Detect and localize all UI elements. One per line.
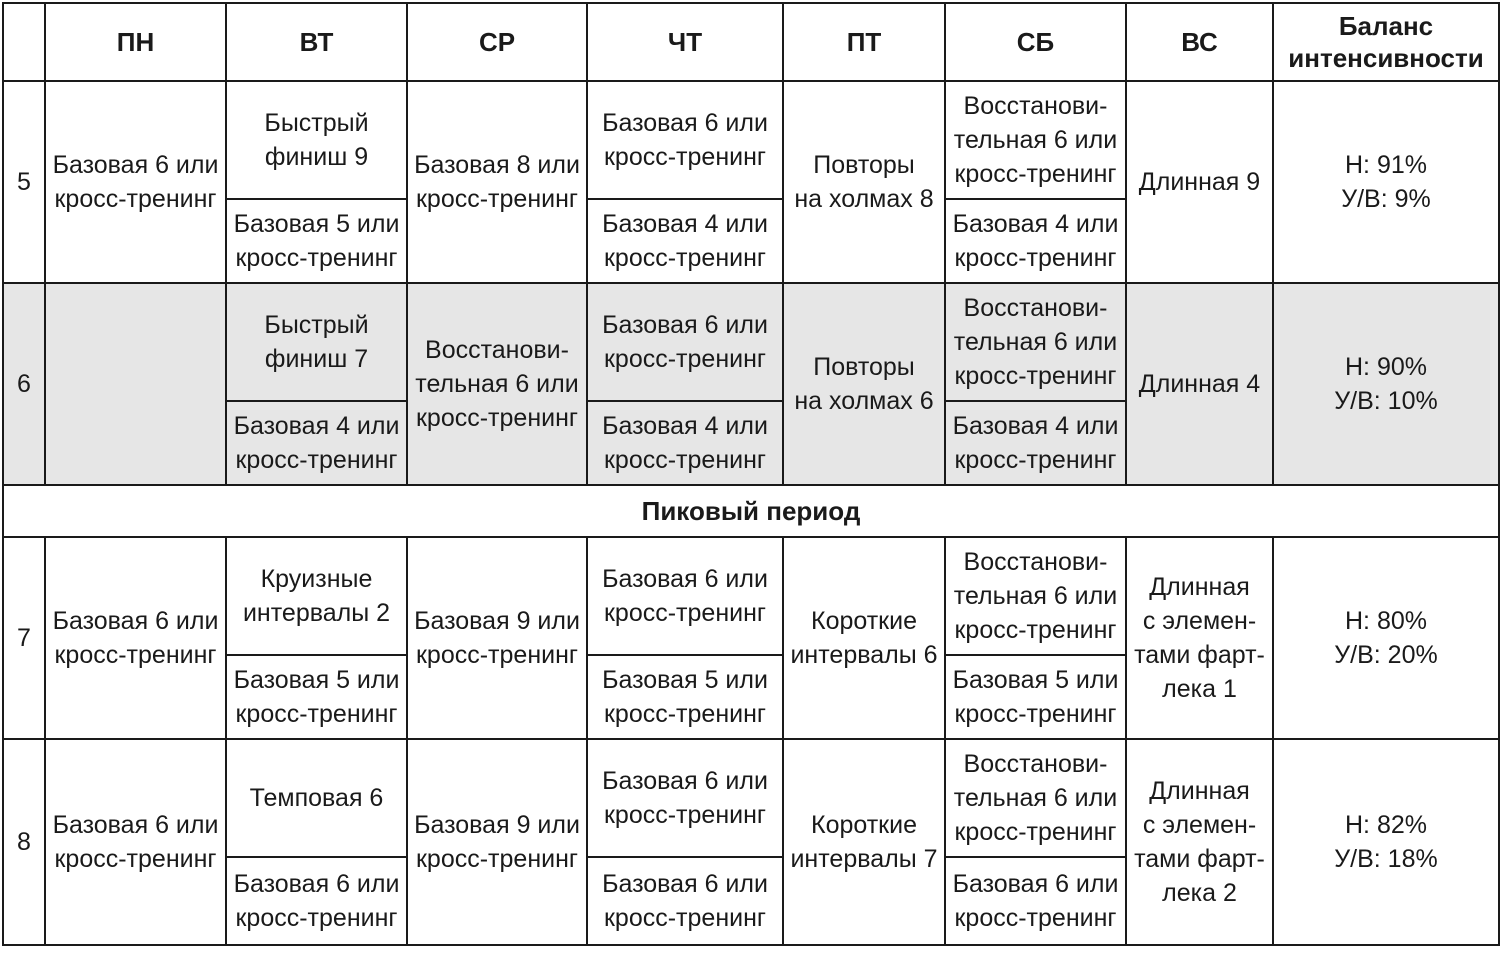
cell-mon: Базовая 6 или кросс-тренинг (45, 537, 226, 739)
cell-sat-option-b: Базовая 5 или кросс-тренинг (945, 655, 1126, 739)
cell-fri: Короткие интервалы 6 (783, 537, 945, 739)
table-row (3, 537, 1499, 655)
cell-fri: Повторы на холмах 6 (783, 283, 945, 485)
cell-tue-option-a: Темповая 6 (226, 739, 407, 857)
cell-thu-option-b: Базовая 4 или кросс-тренинг (587, 401, 783, 485)
cell-thu-option-a: Базовая 6 или кросс-тренинг (587, 537, 783, 655)
cell-wed: Базовая 8 или кросс-тренинг (407, 81, 587, 283)
cell-thu-option-b: Базовая 5 или кросс-тренинг (587, 655, 783, 739)
cell-sun: Длинная 4 (1126, 283, 1273, 485)
header-week (3, 3, 45, 81)
cell-balance: Н: 90% У/В: 10% (1273, 283, 1499, 485)
header-tue: ВТ (226, 3, 407, 81)
cell-tue-option-a: Быстрый финиш 9 (226, 81, 407, 199)
cell-thu-option-b: Базовая 4 или кросс-тренинг (587, 199, 783, 283)
cell-mon (45, 283, 226, 485)
cell-wed: Восстанови- тельная 6 или кросс-тренинг (407, 283, 587, 485)
cell-tue-option-b: Базовая 6 или кросс-тренинг (226, 857, 407, 945)
header-sat: СБ (945, 3, 1126, 81)
cell-sat-option-b: Базовая 6 или кросс-тренинг (945, 857, 1126, 945)
header-thu: ЧТ (587, 3, 783, 81)
cell-tue-option-a: Круизные интервалы 2 (226, 537, 407, 655)
cell-mon: Базовая 6 или кросс-тренинг (45, 739, 226, 945)
cell-fri: Короткие интервалы 7 (783, 739, 945, 945)
cell-sun: Длинная 9 (1126, 81, 1273, 283)
header-row (3, 3, 1499, 81)
cell-balance: Н: 80% У/В: 20% (1273, 537, 1499, 739)
cell-sat-option-a: Восстанови- тельная 6 или кросс-тренинг (945, 537, 1126, 655)
cell-sun: Длинная с элемен- тами фарт- лека 2 (1126, 739, 1273, 945)
cell-sat-option-b: Базовая 4 или кросс-тренинг (945, 199, 1126, 283)
cell-sat-option-b: Базовая 4 или кросс-тренинг (945, 401, 1126, 485)
cell-tue-option-b: Базовая 5 или кросс-тренинг (226, 199, 407, 283)
week-number: 5 (3, 81, 45, 283)
cell-wed: Базовая 9 или кросс-тренинг (407, 739, 587, 945)
period-row (3, 485, 1499, 537)
header-wed: СР (407, 3, 587, 81)
training-plan-table (2, 2, 1500, 946)
cell-sun: Длинная с элемен- тами фарт- лека 1 (1126, 537, 1273, 739)
cell-balance: Н: 91% У/В: 9% (1273, 81, 1499, 283)
cell-balance: Н: 82% У/В: 18% (1273, 739, 1499, 945)
cell-thu-option-a: Базовая 6 или кросс-тренинг (587, 739, 783, 857)
cell-tue-option-b: Базовая 4 или кросс-тренинг (226, 401, 407, 485)
cell-thu-option-b: Базовая 6 или кросс-тренинг (587, 857, 783, 945)
table-row (3, 81, 1499, 199)
week-number: 7 (3, 537, 45, 739)
cell-thu-option-a: Базовая 6 или кросс-тренинг (587, 283, 783, 401)
header-mon: ПН (45, 3, 226, 81)
header-sun: ВС (1126, 3, 1273, 81)
header-fri: ПТ (783, 3, 945, 81)
cell-sat-option-a: Восстанови- тельная 6 или кросс-тренинг (945, 81, 1126, 199)
week-number: 6 (3, 283, 45, 485)
cell-tue-option-a: Быстрый финиш 7 (226, 283, 407, 401)
table-row (3, 739, 1499, 857)
cell-wed: Базовая 9 или кросс-тренинг (407, 537, 587, 739)
header-balance: Баланс интенсивности (1273, 3, 1499, 81)
table-row (3, 283, 1499, 401)
cell-sat-option-a: Восстанови- тельная 6 или кросс-тренинг (945, 739, 1126, 857)
cell-thu-option-a: Базовая 6 или кросс-тренинг (587, 81, 783, 199)
cell-fri: Повторы на холмах 8 (783, 81, 945, 283)
cell-mon: Базовая 6 или кросс-тренинг (45, 81, 226, 283)
cell-tue-option-b: Базовая 5 или кросс-тренинг (226, 655, 407, 739)
week-number: 8 (3, 739, 45, 945)
cell-sat-option-a: Восстанови- тельная 6 или кросс-тренинг (945, 283, 1126, 401)
period-label: Пиковый период (3, 485, 1499, 537)
